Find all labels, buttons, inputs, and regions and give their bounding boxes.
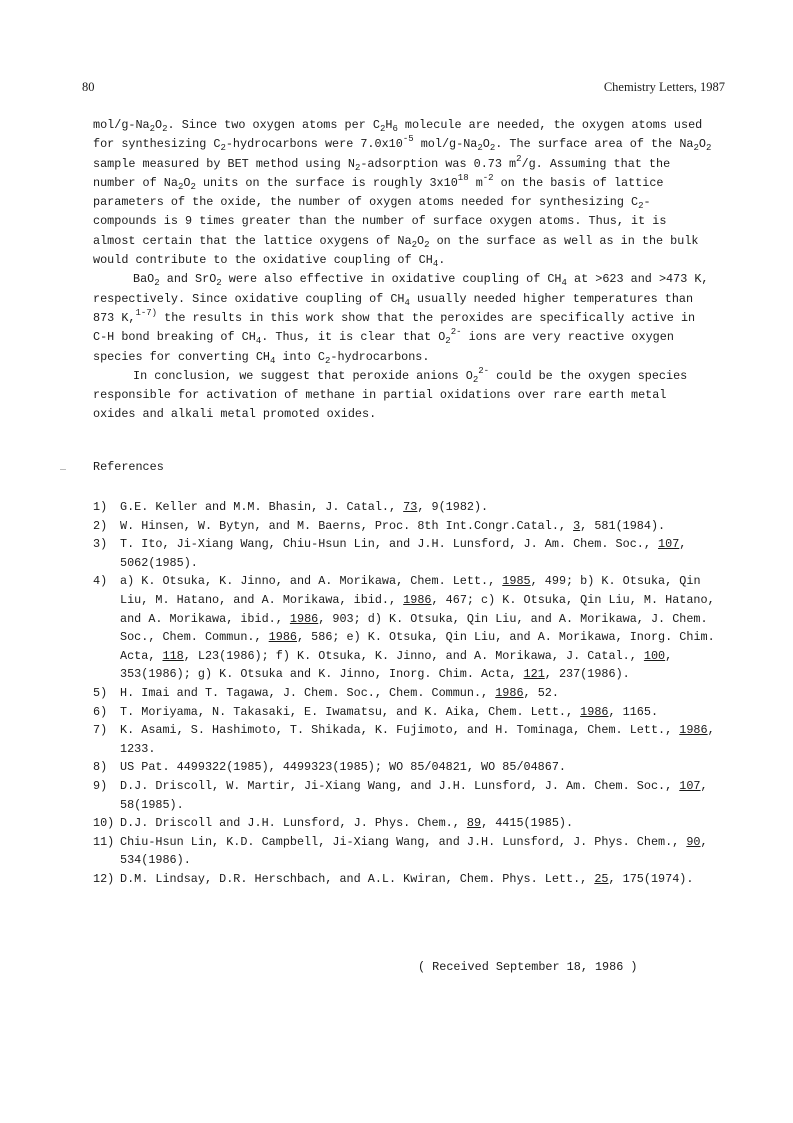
reference-item: 3) T. Ito, Ji-Xiang Wang, Chiu-Hsun Lin, and J.H. Lunsford, J. Am. Chem. Soc., 107, 5062(1985).	[93, 537, 687, 570]
reference-item: 2) W. Hinsen, W. Bytyn, and M. Baerns, Proc. 8th Int.Congr.Catal., 3, 581(1984).	[93, 518, 666, 533]
reference-item: 9) D.J. Driscoll, W. Martir, Ji-Xiang Wang, and J.H. Lunsford, J. Am. Chem. Soc., 107, 58(1985).	[93, 778, 708, 812]
article-body	[93, 116, 713, 425]
paragraph-3: In conclusion, we suggest that peroxide anions $O_2^{2-}$ could be the oxygen species responsible for activation of methane in partial oxidations over rare earth metal oxides and alkali metal promoted oxides.	[93, 365, 688, 422]
reference-item: 5) H. Imai and T. Tagawa, J. Chem. Soc., Chem. Commun., 1986, 52.	[93, 685, 559, 700]
reference-item: 7) K. Asami, S. Hashimoto, T. Shikada, K. Fujimoto, and H. Tominaga, Chem. Lett., 1986, 1233.	[93, 723, 715, 756]
page-number: 80	[82, 80, 95, 94]
reference-item: 12) D.M. Lindsay, D.R. Herschbach, and A.L. Kwiran, Chem. Phys. Lett., 25, 175(1974).	[93, 871, 694, 886]
received-date: ( Received September 18, 1986 )	[418, 960, 638, 974]
reference-item: 11) Chiu-Hsun Lin, K.D. Campbell, Ji-Xiang Wang, and J.H. Lunsford, J. Phys. Chem., 90, 534(1986).	[93, 834, 708, 868]
reference-item: 6) T. Moriyama, N. Takasaki, E. Iwamatsu, and K. Aika, Chem. Lett., 1986, 1165.	[93, 704, 659, 719]
paragraph-2: BaO$_2$ and SrO$_2$ were also effective in oxidative coupling of $CH_4$ at >623 and >473 K, respectively. Since oxidative coupling of $CH_4$ usually needed higher temperatures than 873 K,$^{1-7)}$ the results in this work show that the peroxides are specifically active in C-H bond breaking of $CH_4$. Thus, it is clear that $O_2^{2-}$ ions are very reactive oxygen species for converting $CH_4$ into $C_2$-hydrocarbons.	[93, 272, 709, 366]
references-heading: References	[93, 460, 164, 474]
reference-item: 4) a) K. Otsuka, K. Jinno, and A. Morikawa, Chem. Lett., 1985, 499; b) K. Otsuka, Qin Liu, M. Hatano, and A. Morikawa, ibid., 1986, 467; c) K. Otsuka, Qin Liu, M. Hatano, and A. Morikawa, ibid., 1986, 903; d) K. Otsuka, Qin Liu, and A. Morikawa, J. Chem. Soc., Chem. Commun., 1986, 586; e) K. Otsuka, Qin Liu, and A. Morikawa, Inorg. Chim. Acta, 118, L23(1986); f) K. Otsuka, K. Jinno, and A. Morikawa, J. Catal., 100, 353(1986); g) K. Otsuka and K. Jinno, Inorg. Chim. Acta, 121, 237(1986).	[93, 574, 715, 682]
journal-header: Chemistry Letters, 1987	[603, 80, 725, 94]
margin-mark	[60, 469, 66, 470]
reference-item: 1) G.E. Keller and M.M. Bhasin, J. Catal., 73, 9(1982).	[93, 500, 489, 514]
paragraph-1: mol/$g-Na_2O_2$. Since two oxygen atoms per $C_2H_6$ molecule are needed, the oxygen atoms used for synthesizing $C_2$-hydrocarbons were $7.0x10^{-5}$ mol/$g-Na_2O_2$. The surface area of the $Na_2O_2$ sample measured by BET method using $N_2$-adsorption was 0.73 $m^2/g$. Assuming that the number of $Na_2O_2$ units on the surface is roughly $3x10^{18}$ $m^{-2}$ on the basis of lattice parameters of the oxide, the number of oxygen atoms needed for synthesizing $C_2$-compounds is 9 times greater than the number of surface oxygen atoms. Thus, it is almost certain that the lattice oxygens of $Na_2O_2$ on the surface as well as in the bulk would contribute to the oxidative coupling of $CH_4$.	[93, 118, 712, 270]
reference-item: 10) D.J. Driscoll and J.H. Lunsford, J. Phys. Chem., 89, 4415(1985).	[93, 816, 574, 831]
reference-item: 8) US Pat. 4499322(1985), 4499323(1985); WO 85/04821, WO 85/04867.	[93, 760, 566, 775]
reference-list	[93, 498, 728, 888]
